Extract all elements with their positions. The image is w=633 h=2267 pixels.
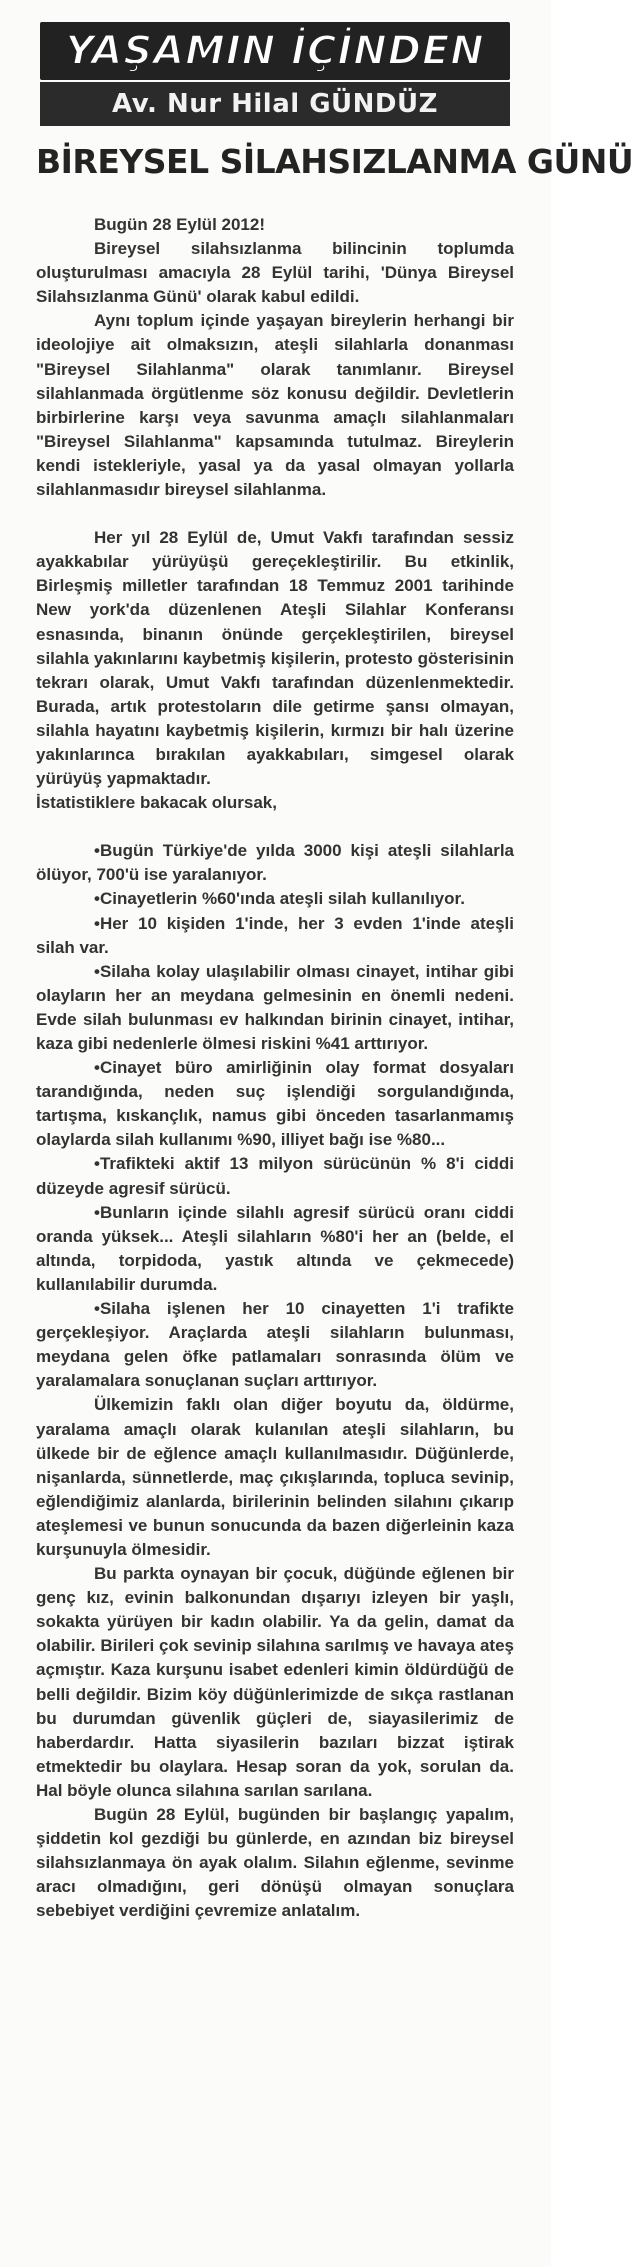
column-title: YAŞAMIN İÇİNDEN bbox=[65, 28, 485, 74]
article-headline: BİREYSEL SİLAHSIZLANMA GÜNÜ bbox=[36, 142, 633, 181]
statistic-item: •Silaha kolay ulaşılabilir olması cinayet, intihar gibi olayların her an meydana gelmesinin en önemli nedeni. Evde silah bulunması ev halkından birinin cinayet, intihar, kaza gibi nedenlerle ölmesi riskini %41 arttırıyor. bbox=[36, 961, 514, 1053]
paragraph-victims: Bu parkta oynayan bir çocuk, düğünde eğlenen bir genç kız, evinin balkonundan dışarıyı izleyen bir yaşlı, sokakta yürüyen bir kadın olabilir. Ya da gelin, damat da olabilir. Birileri çok sevinip silahına sarılmış ve havaya ateş açmıştır. Kaza kurşunu isabet edenleri kimin öldürdüğü de belli değildir. Bizim köy düğünlerimizde de sıkça rastlanan bu durumdan güvenlik güçleri de, siayasilerimiz de haberdardır. Hatta siyasilerin bazıları bizzat iştirak etmektedir bu olaylara. Hesap soran da yok, sorulan da. Hal böyle olunca silahına sarılan sarılana. bbox=[36, 1564, 514, 1800]
paragraph-celebratory-fire: Ülkemizin faklı olan diğer boyutu da, öldürme, yaralama amaçlı olarak kulanılan ateşli silahların, bu ülkede bir de eğlence amaçlı kullanılmasıdır. Düğünlerde, nişanlarda, sünnetlerde, maç çıkışlarında, topluca sevinip, eğlendiğimiz alanlarda, birilerinin belinden silahını çıkarıp ateşlemesi ve bunun sonucunda da bazen diğerleinin kaza kurşunuyla ölmesidir. bbox=[36, 1395, 514, 1559]
article-body bbox=[36, 213, 514, 1923]
statistic-item: •Trafikteki aktif 13 milyon sürücünün % 8'i ciddi düzeyde agresif sürücü. bbox=[36, 1154, 514, 1198]
byline-bar bbox=[40, 82, 510, 126]
statistic-item: •Her 10 kişiden 1'inde, her 3 evden 1'inde ateşli silah var. bbox=[36, 913, 514, 957]
statistic-item: •Cinayet büro amirliğinin olay format dosyaları tarandığında, neden suç işlendiği sorgulandığında, tartışma, kıskançlık, namus gibi önceden tasarlanmamış olaylarda silah kullanımı %90, illiyet bağı ise %80... bbox=[36, 1058, 514, 1150]
paragraph-umut-vakfi: Her yıl 28 Eylül de, Umut Vakfı tarafından sessiz ayakkabılar yürüyüşü gereçekleştirilir. Bu etkinlik, Birleşmiş milletler tarafından 18 Temmuz 2001 tarihinde New york'da düzenlenen Ateşli Silahlar Konferansı esnasında, binanın önünde gerçekleştirilen, bireysel silahla yakınlarını kaybetmiş kişilerin, protesto gösterisinin tekrarı olarak, Umut Vakfı tarafından düzenlenmektedir. Burada, artık protestoların dile getirme şansı olmayan, silahla hayatını kaybetmiş kişilerin, kırmızı bir halı üzerine yakınlarınca bırakılan ayakkabıları, simgesel olarak yürüyüş yapmaktadır. bbox=[36, 528, 514, 789]
paragraph-statistics-intro: İstatistiklere bakacak olursak, bbox=[36, 793, 277, 813]
statistic-item: •Bugün Türkiye'de yılda 3000 kişi ateşli silahlarla ölüyor, 700'ü ise yaralanıyor. bbox=[36, 841, 514, 885]
author-name: Av. Nur Hilal GÜNDÜZ bbox=[112, 89, 438, 119]
column-masthead bbox=[40, 22, 510, 80]
paragraph-spacer bbox=[36, 502, 514, 526]
statistic-item: •Silaha işlenen her 10 cinayetten 1'i trafikte gerçekleşiyor. Araçlarda ateşli silahların bulunması, meydana gelen öfke patlamaları sonrasında ölüm ve yaralamalara sonuçlanan suçları arttırıyor. bbox=[36, 1299, 514, 1391]
statistic-item: •Cinayetlerin %60'ında ateşli silah kullanılıyor. bbox=[94, 889, 465, 909]
paragraph-intro: Bireysel silahsızlanma bilincinin toplumda oluşturulması amacıyla 28 Eylül tarihi, 'Dünya Bireysel Silahsızlanma Günü' olarak kabul edildi. bbox=[36, 239, 514, 307]
paragraph-definition: Aynı toplum içinde yaşayan bireylerin herhangi bir ideolojiye ait olmaksızın, ateşli silahlarla donanması "Bireysel Silahlanma" olarak tanımlanır. Bireysel silahlanmada örgütlenme söz konusu değildir. Devletlerin birbirlerine karşı veya savunma amaçlı silahlanmaları "Bireysel Silahlanma" kapsamında tutulmaz. Bireylerin kendi istekleriyle, yasal ya da yasal olmayan yollarla silahlanmasıdır bireysel silahlanma. bbox=[36, 311, 514, 500]
statistic-item: •Bunların içinde silahlı agresif sürücü oranı ciddi oranda yüksek... Ateşli silahların %80'i her an (belde, el altında, torpidoda, yastık altında ve çekmecede) kullanılabilir durumda. bbox=[36, 1202, 514, 1294]
paragraph-date: Bugün 28 Eylül 2012! bbox=[94, 215, 265, 234]
paragraph-conclusion: Bugün 28 Eylül, bugünden bir başlangıç yapalım, şiddetin kol gezdiği bu günlerde, en azından biz bireysel silahsızlanmaya ön ayak olalım. Silahın eğlenme, sevinme aracı olmadığını, geri dönüşü olmayan sonuçlara sebebiyet verdiğini çevremize anlatalım. bbox=[36, 1805, 514, 1921]
paragraph-spacer bbox=[36, 815, 514, 839]
